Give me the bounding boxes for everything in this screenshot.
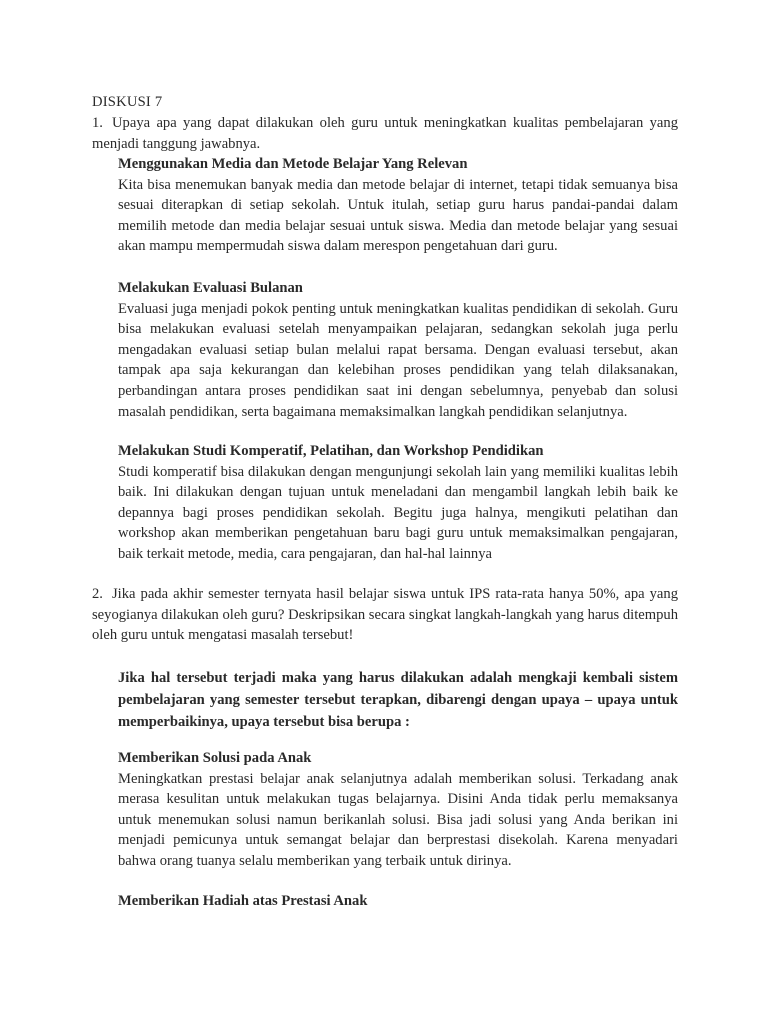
q1-section-3-heading: Melakukan Studi Komperatif, Pelatihan, dan Workshop Pendidikan bbox=[118, 443, 544, 459]
question-1-number: 1. bbox=[92, 115, 103, 131]
document-title: DISKUSI 7 bbox=[92, 94, 163, 110]
q2-section-2-heading: Memberikan Hadiah atas Prestasi Anak bbox=[118, 893, 368, 909]
question-2-text: Jika pada akhir semester ternyata hasil belajar siswa untuk IPS rata-rata hanya 50%, apa yang seyogianya dilakukan oleh guru? Deskripsikan secara singkat langkah-langkah yang harus ditempuh oleh guru untuk mengatasi masalah tersebut! bbox=[92, 586, 679, 644]
q2-answer-intro bbox=[118, 667, 678, 733]
q2-section-1-heading: Memberikan Solusi pada Anak bbox=[118, 750, 312, 766]
question-1-text: Upaya apa yang dapat dilakukan oleh guru untuk meningkatkan kualitas pembelajaran yang menjadi tanggung jawabnya. bbox=[92, 115, 678, 152]
q1-section-1 bbox=[118, 154, 678, 257]
q1-section-2-heading: Melakukan Evaluasi Bulanan bbox=[118, 280, 303, 296]
q1-section-1-heading: Menggunakan Media dan Metode Belajar Yang Relevan bbox=[118, 156, 468, 172]
q1-section-2-body: Evaluasi juga menjadi pokok penting untuk meningkatkan kualitas pendidikan di sekolah. Guru bisa melakukan evaluasi setelah menyampaikan pelajaran, sedangkan sekolah juga perlu mengadakan evaluasi setiap bulan melalui rapat bersama. Dengan evaluasi tersebut, akan tampak apa saja kekurangan dan kelebihan proses pendidikan yang telah dilaksanakan, perbandingan antara proses pendidikan saat ini dengan sebelumnya, penyebab dan solusi masalah pendidikan, serta bagaimana memaksimalkan langkah pendidikan selanjutnya. bbox=[118, 300, 678, 420]
q1-section-2 bbox=[118, 278, 678, 422]
q1-section-1-body: Kita bisa menemukan banyak media dan metode belajar di internet, tetapi tidak semuanya bisa sesuai diterapkan di setiap sekolah. Untuk itulah, setiap guru harus pandai-pandai dalam memilih metode dan media belajar sesuai untuk siswa. Media dan metode belajar yang sesuai akan mampu mempermudah siswa dalam merespon pengetahuan dari guru. bbox=[118, 176, 678, 255]
question-2-number: 2. bbox=[92, 586, 103, 602]
q2-section-2 bbox=[118, 891, 678, 912]
q2-section-1-body: Meningkatkan prestasi belajar anak selanjutnya adalah memberikan solusi. Terkadang anak merasa kesulitan untuk melakukan tugas belajarnya. Disini Anda tidak perlu memaksanya untuk menemukan solusi namun berikanlah solusi. Bisa jadi solusi yang Anda berikan ini menjadi pemicunya untuk semangat belajar dan berprestasi disekolah. Karena menyadari bahwa orang tuanya selalu memberikan yang terbaik untuk dirinya. bbox=[118, 770, 678, 869]
q1-section-3-body: Studi komperatif bisa dilakukan dengan mengunjungi sekolah lain yang memiliki kualitas lebih baik. Ini dilakukan dengan tujuan untuk meneladani dan mengambil langkah lebih baik ke depannya bagi proses pendidikan sekolah. Begitu juga halnya, mengikuti pelatihan dan workshop akan memberikan pengetahuan baru bagi guru untuk memaksimalkan pengajaran, baik terkait metode, media, cara pengajaran, dan hal-hal lainnya bbox=[118, 463, 678, 562]
q1-section-3 bbox=[118, 441, 678, 565]
question-2 bbox=[92, 584, 678, 646]
question-1 bbox=[92, 113, 678, 154]
q2-section-1 bbox=[118, 748, 678, 872]
q2-answer-intro-text: Jika hal tersebut terjadi maka yang harus dilakukan adalah mengkaji kembali sistem pembelajaran yang semester tersebut terapkan, dibarengi dengan upaya – upaya untuk memperbaikinya, upaya tersebut bisa berupa : bbox=[118, 670, 678, 730]
